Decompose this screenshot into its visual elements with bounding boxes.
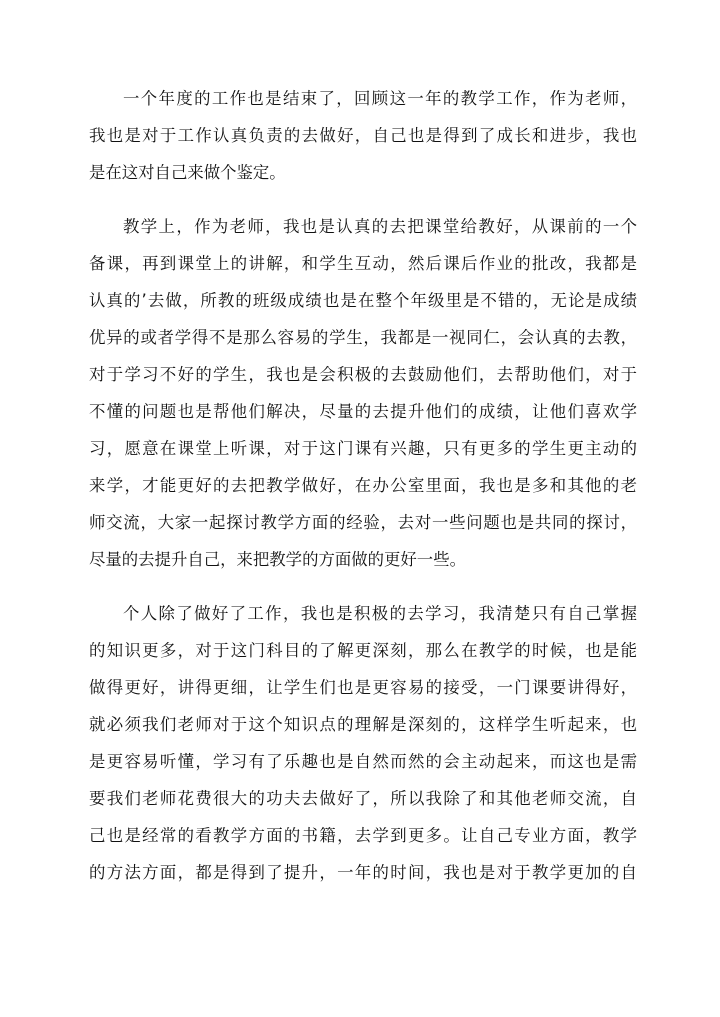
text-line: 己也是经常的看教学方面的书籍，去学到更多。让自己专业方面，教学 — [89, 826, 637, 845]
text-line: 的知识更多，对于这门科目的了解更深刻，那么在教学的时候，也是能 — [89, 641, 637, 660]
text-line: 不懂的问题也是帮他们解决，尽量的去提升他们的成绩，让他们喜欢学 — [89, 402, 637, 421]
text-line: 是更容易听懂，学习有了乐趣也是自然而然的会主动起来，而这也是需 — [89, 752, 637, 771]
text-line: 备课，再到课堂上的讲解，和学生互动，然后课后作业的批改，我都是 — [89, 254, 637, 273]
text-line: 对于学习不好的学生，我也是会积极的去鼓励他们，去帮助他们，对于 — [89, 365, 637, 384]
text-line: 认真的’去做，所教的班级成绩也是在整个年级里是不错的，无论是成绩 — [89, 291, 637, 310]
text-line: 是在这对自己来做个鉴定。 — [89, 163, 286, 182]
text-line: 就必须我们老师对于这个知识点的理解是深刻的，这样学生听起来，也 — [89, 715, 637, 734]
text-line: 的方法方面，都是得到了提升，一年的时间，我也是对于教学更加的自 — [89, 863, 637, 882]
text-line: 尽量的去提升自己，来把教学的方面做的更好一些。 — [89, 550, 466, 569]
text-line: 个人除了做好了工作，我也是积极的去学习，我清楚只有自己掌握 — [123, 604, 637, 623]
text-line: 要我们老师花费很大的功夫去做好了，所以我除了和其他老师交流，自 — [89, 789, 637, 808]
text-line: 教学上，作为老师，我也是认真的去把课堂给教好，从课前的一个 — [123, 217, 637, 236]
paragraph-1 — [89, 80, 637, 191]
paragraph-2 — [89, 208, 637, 578]
text-line: 做得更好，讲得更细，让学生们也是更容易的接受，一门课要讲得好， — [89, 678, 637, 697]
paragraph-3 — [89, 595, 637, 891]
text-line: 来学，才能更好的去把教学做好，在办公室里面，我也是多和其他的老 — [89, 476, 637, 495]
text-line: 我也是对于工作认真负责的去做好，自己也是得到了成长和进步，我也 — [89, 126, 637, 145]
text-line: 优异的或者学得不是那么容易的学生，我都是一视同仁，会认真的去教， — [89, 328, 637, 347]
text-line: 一个年度的工作也是结束了，回顾这一年的教学工作，作为老师， — [123, 89, 637, 108]
text-line: 习，愿意在课堂上听课，对于这门课有兴趣，只有更多的学生更主动的 — [89, 439, 637, 458]
text-line: 师交流，大家一起探讨教学方面的经验，去对一些问题也是共同的探讨， — [89, 513, 637, 532]
document-body — [89, 80, 637, 908]
